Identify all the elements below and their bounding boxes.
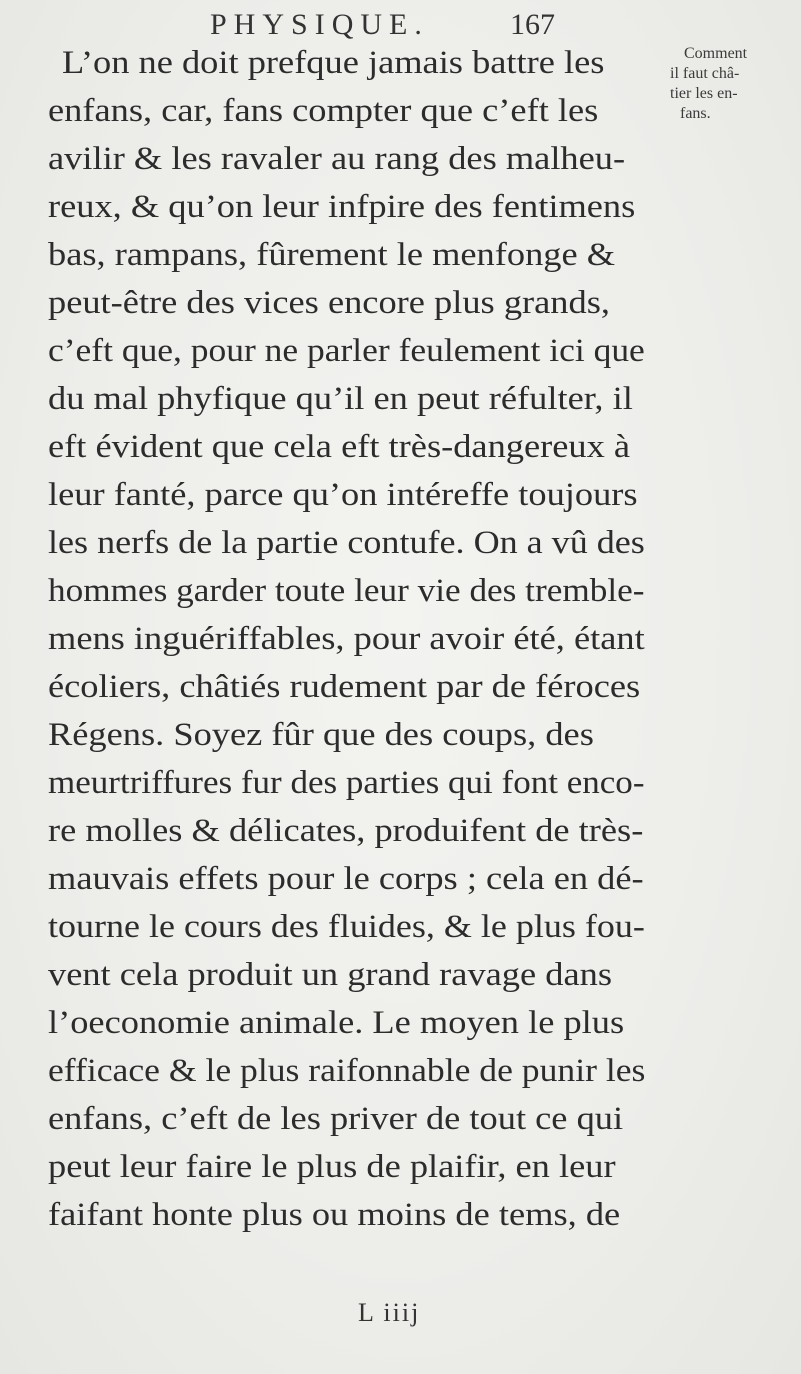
text-line: les nerfs de la partie contufe. On a vû des [48, 525, 645, 561]
text-line: bas, rampans, fûrement le menfonge & [48, 237, 616, 273]
text-line: reux, & qu’on leur infpire des fentimens [48, 189, 636, 225]
text-line: efficace & le plus raifonnable de punir les [48, 1053, 646, 1089]
marginal-note-line: fans. [680, 105, 711, 122]
text-line: l’oeconomie animale. Le moyen le plus [48, 1005, 625, 1041]
page-number: 167 [510, 8, 555, 41]
text-line: tourne le cours des fluides, & le plus fou- [48, 909, 645, 945]
text-line: enfans, c’eft de les priver de tout ce qui [48, 1101, 624, 1137]
text-line: mauvais effets pour le corps ; cela en dé- [48, 861, 644, 897]
text-line: L’on ne doit prefque jamais battre les [62, 45, 605, 81]
signature-mark: L iiij [358, 1298, 421, 1327]
text-line: peut leur faire le plus de plaifir, en leur [48, 1149, 616, 1185]
text-line: meurtriffures fur des parties qui font enco- [48, 765, 645, 801]
text-line: hommes garder toute leur vie des tremble- [48, 573, 645, 609]
text-line: faifant honte plus ou moins de tems, de [48, 1197, 621, 1233]
marginal-note [664, 44, 794, 124]
text-line: peut-être des vices encore plus grands, [48, 285, 610, 321]
text-line: mens inguériffables, pour avoir été, étant [48, 621, 645, 657]
text-line: leur fanté, parce qu’on intéreffe toujours [48, 477, 638, 513]
text-line: eft évident que cela eft très-dangereux à [48, 429, 631, 465]
text-line: du mal phyfique qu’il en peut réfulter, il [48, 381, 633, 417]
text-line: enfans, car, fans compter que c’eft les [48, 93, 599, 129]
text-line: écoliers, châtiés rudement par de féroces [48, 669, 641, 705]
text-line: c’eft que, pour ne parler feulement ici que [48, 333, 645, 369]
marginal-note-line: il faut châ- [670, 65, 740, 82]
marginal-note-line: tier les en- [670, 85, 738, 102]
text-line: vent cela produit un grand ravage dans [48, 957, 612, 993]
text-line: re molles & délicates, produifent de très- [48, 813, 644, 849]
running-head: PHYSIQUE. [210, 8, 429, 41]
marginal-note-line: Comment [684, 45, 748, 62]
text-line: Régens. Soyez fûr que des coups, des [48, 717, 594, 753]
text-line: avilir & les ravaler au rang des malheu- [48, 141, 626, 177]
